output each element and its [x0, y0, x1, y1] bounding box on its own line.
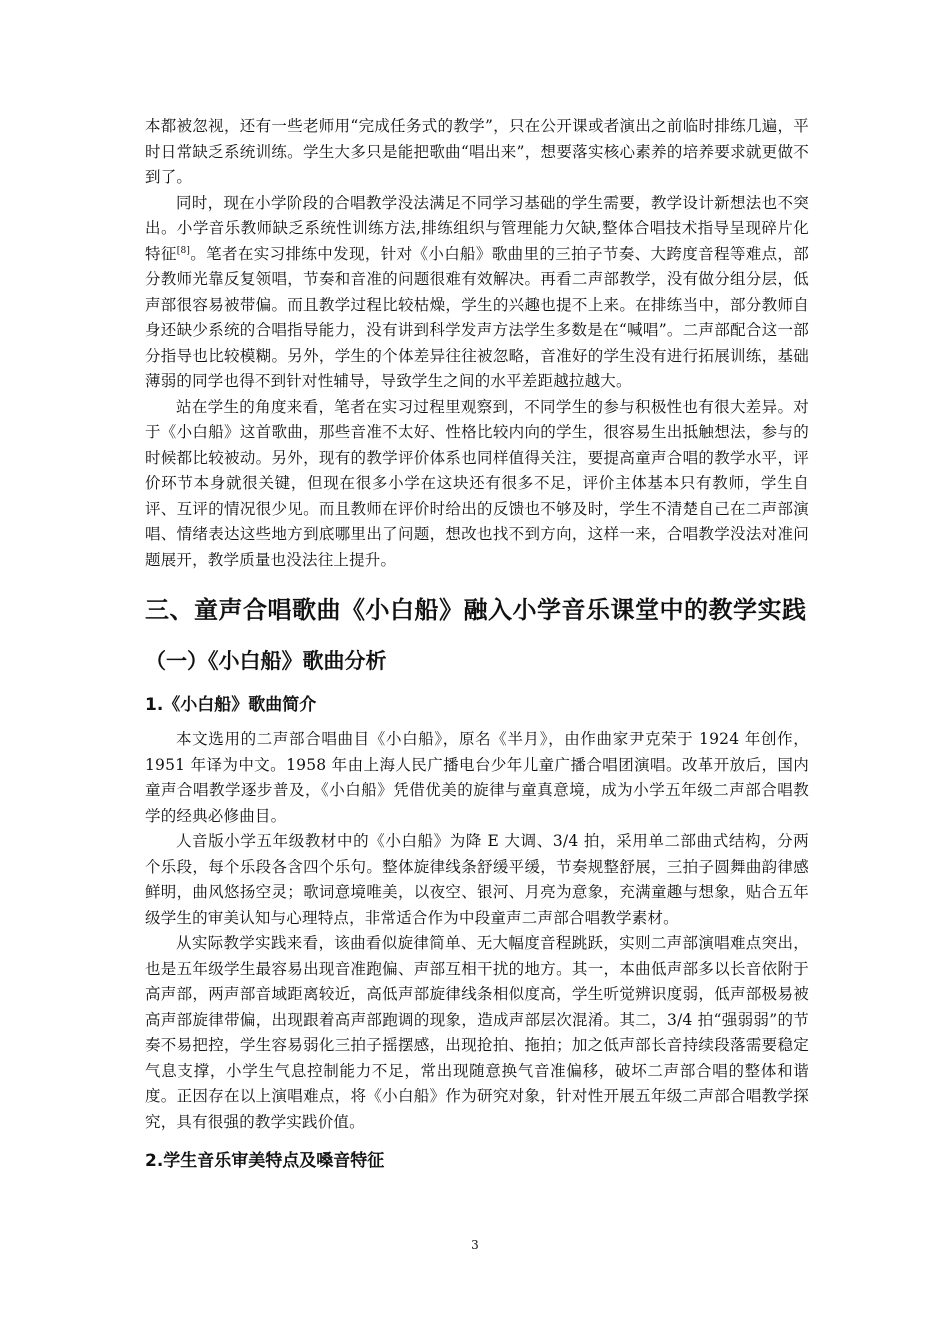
paragraph: 本文选用的二声部合唱曲目《小白船》，原名《半月》，由作曲家尹克荣于 1924 年创作，1951 年译为中文。1958 年由上海人民广播电台少年儿童广播合唱团演唱。改革开放后，国内童声合唱教学逐步普及，《小白船》凭借优美的旋律与童真意境，成为小学五年级二声部合唱教学的经典必修曲目。	[145, 730, 809, 825]
section-heading: 三、童声合唱歌曲《小白船》融入小学音乐课堂中的教学实践	[145, 596, 807, 624]
subsubsection-heading: 2.学生音乐审美特点及嗓音特征	[145, 1151, 385, 1171]
paragraph-text: 。	[190, 244, 207, 263]
document-page	[145, 114, 809, 1183]
page-number: 3	[471, 1238, 479, 1252]
subsection-heading: （一）《小白船》歌曲分析	[145, 649, 387, 673]
citation: [8]	[176, 245, 191, 256]
paragraph	[145, 191, 809, 395]
subsubsection-heading: 1.《小白船》歌曲简介	[145, 695, 317, 715]
paragraph-text: 同时，现在小学阶段的合唱教学没法满足不同学习基础的学生需要，教学设计新想法也不突出。小学音乐教师缺乏系统性训练方法,排练组织与管理能力欠缺,整体合唱技术指导呈现碎片化特征	[145, 193, 809, 263]
paragraph: 本都被忽视，还有一些老师用“完成任务式的教学”，只在公开课或者演出之前临时排练几遍，平时日常缺乏系统训练。学生大多只是能把歌曲“唱出来”，想要落实核心素养的培养要求就更做不到了。	[145, 117, 809, 186]
paragraph-text: 笔者在实习排练中发现，针对《小白船》歌曲里的三拍子节奏、大跨度音程等难点，部分教师光靠反复领唱，节奏和音准的问题很难有效解决。再看二声部教学，没有做分组分层，低声部很容易被带偏。而且教学过程比较枯燥，学生的兴趣也提不上来。在排练当中，部分教师自身还缺少系统的合唱指导能力，没有讲到科学发声方法学生多数是在“喊唱”。二声部配合这一部分指导也比较模糊。另外，学生的个体差异往往被忽略，音准好的学生没有进行拓展训练，基础薄弱的同学也得不到针对性辅导，导致学生之间的水平差距越拉越大。	[145, 244, 810, 390]
paragraph: 人音版小学五年级教材中的《小白船》为降 E 大调、3/4 拍，采用单二部曲式结构，分两个乐段，每个乐段各含四个乐句。整体旋律线条舒缓平缓，节奏规整舒展，三拍子圆舞曲韵律感鲜明，曲风悠扬空灵；歌词意境唯美，以夜空、银河、月亮为意象，充满童趣与想象，贴合五年级学生的审美认知与心理特点，非常适合作为中段童声二声部合唱教学素材。	[145, 832, 809, 927]
paragraph: 站在学生的角度来看，笔者在实习过程里观察到，不同学生的参与积极性也有很大差异。对于《小白船》这首歌曲，那些音准不太好、性格比较内向的学生，很容易生出抵触想法，参与的时候都比较被动。另外，现有的教学评价体系也同样值得关注，要提高童声合唱的教学水平，评价环节本身就很关键，但现在很多小学在这块还有很多不足，评价主体基本只有教师，学生自评、互评的情况很少见。而且教师在评价时给出的反馈也不够及时，学生不清楚自己在二声部演唱、情绪表达这些地方到底哪里出了问题，想改也找不到方向，这样一来，合唱教学没法对准问题展开，教学质量也没法往上提升。	[145, 397, 809, 569]
paragraph: 从实际教学实践来看，该曲看似旋律简单、无大幅度音程跳跃，实则二声部演唱难点突出，也是五年级学生最容易出现音准跑偏、声部互相干扰的地方。其一，本曲低声部多以长音依附于高声部，两声部音域距离较近，高低声部旋律线条相似度高，学生听觉辨识度弱，低声部极易被高声部旋律带偏，出现跟着高声部跑调的现象，造成声部层次混淆。其二，3/4 拍“强弱弱”的节奏不易把控，学生容易弱化三拍子摇摆感，出现抢拍、拖拍；加之低声部长音持续段落需要稳定气息支撑，小学生气息控制能力不足，常出现随意换气音准偏移，破坏二声部合唱的整体和谐度。正因存在以上演唱难点，将《小白船》作为研究对象，针对性开展五年级二声部合唱教学探究，具有很强的教学实践价值。	[145, 934, 809, 1131]
